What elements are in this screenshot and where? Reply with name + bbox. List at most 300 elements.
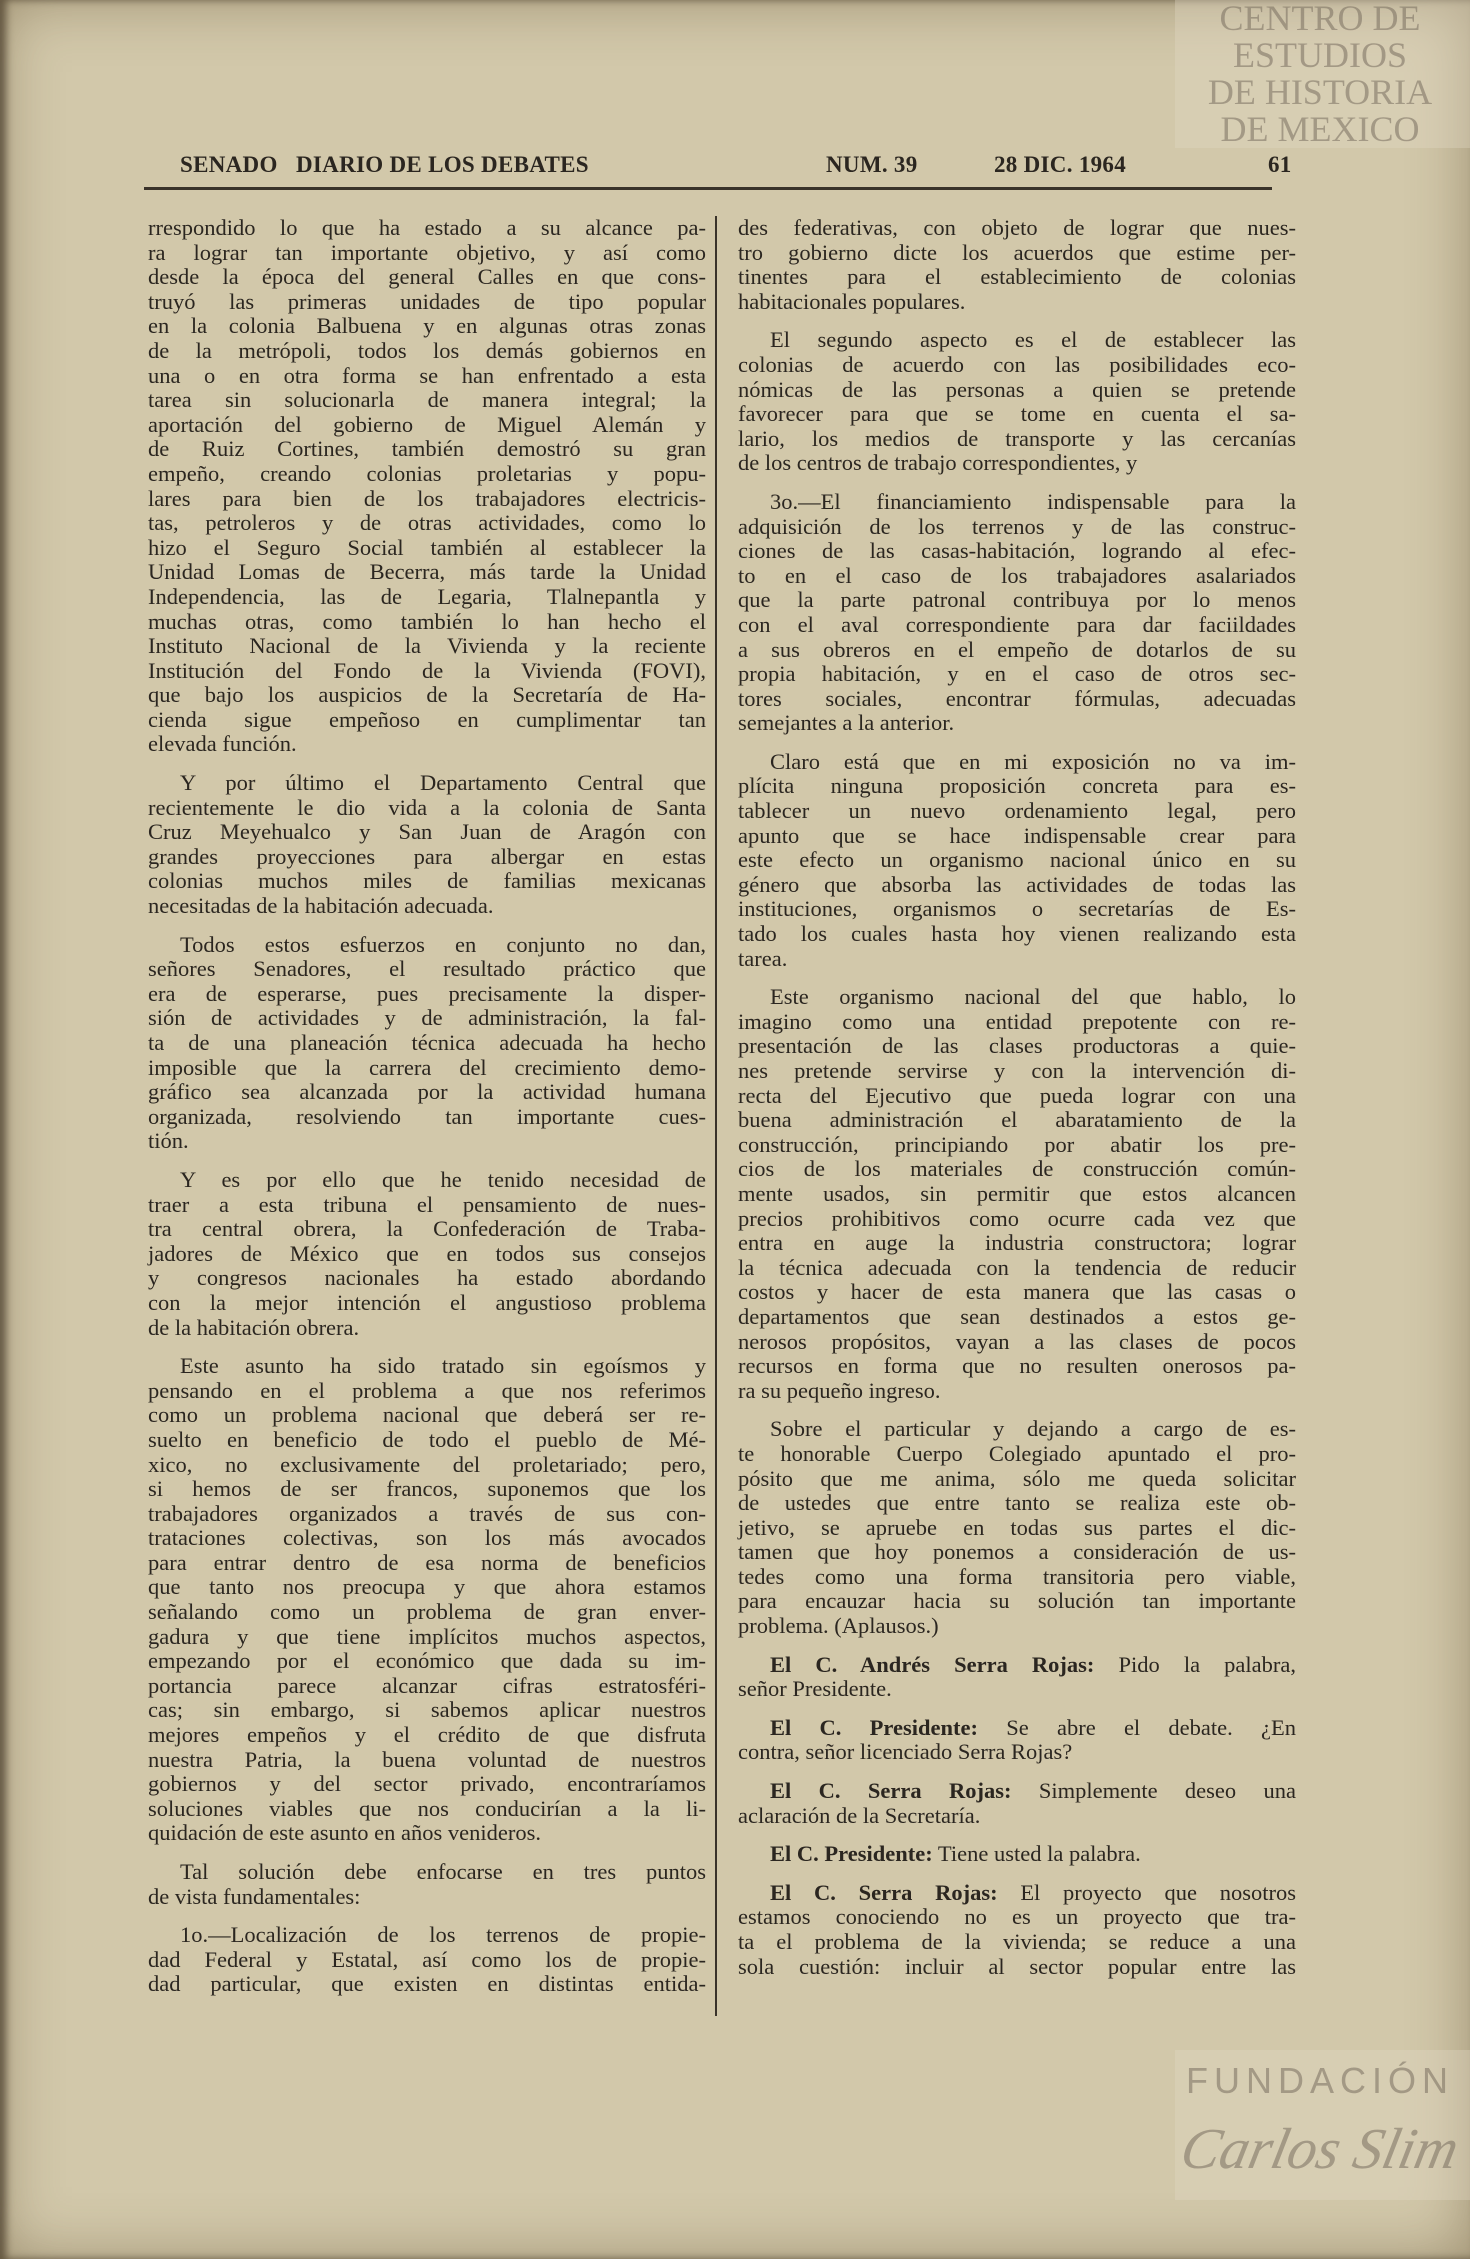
- text-line: [738, 1779, 1296, 1804]
- text-line: [148, 1354, 706, 1379]
- line-text: de los centros de trabajo correspondientes, y: [738, 450, 1138, 476]
- paragraph: [738, 750, 1296, 971]
- text-line: [738, 922, 1296, 947]
- text-line: [148, 1723, 706, 1748]
- text-line: [148, 796, 706, 821]
- text-line: [148, 1885, 706, 1910]
- line-text: cas; sin embargo, si sabemos aplicar nuestros: [148, 1697, 706, 1723]
- line-text: empezando por el económico que dada su im-: [148, 1648, 706, 1674]
- text-line: [738, 638, 1296, 663]
- line-text: mente usados, sin permitir que estos alcancen: [738, 1180, 1296, 1206]
- line-text: Claro está que en mi exposición no va im-: [770, 748, 1296, 774]
- text-line: [148, 1453, 706, 1478]
- line-text: jetivo, se apruebe en todas sus partes el dic-: [738, 1514, 1296, 1540]
- line-text: Tal solución debe enfocarse en tres puntos: [180, 1859, 706, 1884]
- line-text: Tiene usted la palabra.: [937, 1841, 1141, 1867]
- text-line: [738, 328, 1296, 353]
- line-text: precios prohibitivos como ocurre cada vez que: [738, 1205, 1296, 1231]
- text-line: [148, 1772, 706, 1797]
- line-text: estamos conociendo no es un proyecto que tra-: [738, 1904, 1296, 1930]
- text-line: [738, 451, 1296, 476]
- text-line: [738, 1379, 1296, 1404]
- line-text: Unidad Lomas de Becerra, más tarde la Unidad: [148, 559, 706, 585]
- line-text: ra su pequeño ingreso.: [738, 1377, 941, 1403]
- text-line: [148, 1948, 706, 1973]
- text-line: [148, 732, 706, 757]
- line-text: gobiernos y del sector privado, encontraríamos: [148, 1771, 706, 1797]
- text-line: [738, 947, 1296, 972]
- line-text: trataciones colectivas, son los más avocados: [148, 1525, 706, 1551]
- watermark-logo: [1175, 0, 1465, 148]
- line-text: Este organismo nacional del que hablo, lo: [770, 984, 1296, 1010]
- text-line: [738, 353, 1296, 378]
- text-line: [148, 933, 706, 958]
- line-text: Y es por ello que he tenido necesidad de: [180, 1166, 706, 1192]
- header-rule: [144, 187, 1272, 190]
- line-text: jadores de México que en todos sus consejos: [148, 1240, 706, 1266]
- line-text: Este asunto ha sido tratado sin egoísmos y: [180, 1353, 706, 1379]
- text-line: [738, 1930, 1296, 1955]
- line-text: colonias muchos miles de familias mexicanas: [148, 868, 706, 894]
- line-text: señalando como un problema de gran enver-: [148, 1599, 706, 1625]
- line-text: construcción, principiando por abatir los pre-: [738, 1131, 1296, 1157]
- line-text: te honorable Cuerpo Colegiado apuntado el pro-: [738, 1440, 1296, 1466]
- line-text: ciones de las casas-habitación, logrando al efec-: [738, 538, 1296, 564]
- line-text: Se abre el debate. ¿En: [1006, 1714, 1297, 1740]
- header-section: SENADO: [180, 152, 278, 177]
- watermark-signature: Carlos Slim: [1175, 2116, 1465, 2181]
- text-line: [148, 1403, 706, 1428]
- text-line: [738, 613, 1296, 638]
- line-text: favorecer para que se tome en cuenta el sa-: [738, 401, 1296, 427]
- paragraph: [148, 1860, 706, 1909]
- line-text: tinentes para el establecimiento de colonias: [738, 264, 1296, 290]
- line-text: Simplemente deseo una: [1038, 1778, 1297, 1804]
- text-line: [148, 1379, 706, 1404]
- line-text: cios de los materiales de construcción común-: [738, 1156, 1296, 1182]
- line-text: organizada, resolviendo tan importante cues-: [148, 1103, 706, 1129]
- line-text: desde la época del general Calles en que cons-: [148, 264, 706, 290]
- text-line: [148, 1972, 706, 1997]
- line-text: problema. (Aplausos.): [738, 1613, 939, 1639]
- line-text: Sobre el particular y dejando a cargo de es-: [770, 1416, 1296, 1442]
- paragraph: [738, 216, 1296, 314]
- paragraph: [148, 771, 706, 919]
- speaker-name: El C. Presidente:: [770, 1841, 933, 1867]
- speaker-paragraph: [738, 1779, 1296, 1828]
- text-line: [738, 427, 1296, 452]
- header-publication: DIARIO DE LOS DEBATES: [296, 152, 589, 177]
- text-line: [738, 1182, 1296, 1207]
- line-text: ra lograr tan importante objetivo, y así como: [148, 239, 706, 265]
- text-line: [738, 873, 1296, 898]
- line-text: con el aval correspondiente para dar faciildades: [738, 611, 1296, 637]
- text-line: [738, 515, 1296, 540]
- text-line: [738, 1716, 1296, 1741]
- line-text: para entrar dentro de esa norma de beneficios: [148, 1549, 706, 1575]
- line-text: tablecer un nuevo ordenamiento legal, pero: [738, 798, 1296, 824]
- paragraph: [148, 216, 706, 757]
- line-text: tro gobierno dicte los acuerdos que estime per-: [738, 239, 1296, 265]
- line-text: tra central obrera, la Confederación de Traba-: [148, 1216, 706, 1242]
- paragraph: [738, 490, 1296, 736]
- line-text: tores sociales, encontrar fórmulas, adecuadas: [738, 685, 1296, 711]
- line-text: dad particular, que existen en distintas entida-: [148, 1971, 706, 1997]
- text-line: [148, 585, 706, 610]
- text-line: [148, 437, 706, 462]
- text-line: [738, 1467, 1296, 1492]
- line-text: tarea.: [738, 945, 788, 971]
- line-text: tedes como una forma transitoria pero viable,: [738, 1563, 1296, 1589]
- watermark-line: DE MEXICO: [1220, 109, 1420, 149]
- watermark-line: CENTRO DE: [1219, 0, 1421, 38]
- text-line: [148, 957, 706, 982]
- text-line: [738, 1740, 1296, 1765]
- speaker-paragraph: [738, 1842, 1296, 1867]
- text-line: [148, 1748, 706, 1773]
- text-line: [148, 511, 706, 536]
- line-text: de la habitación obrera.: [148, 1314, 360, 1340]
- line-text: buena administración el abaratamiento de la: [738, 1107, 1296, 1133]
- text-line: [148, 1821, 706, 1846]
- line-text: de ustedes que entre tanto se realiza este ob-: [738, 1490, 1296, 1516]
- line-text: nes pretende servirse y con la intervención di-: [738, 1058, 1296, 1083]
- text-line: [738, 1207, 1296, 1232]
- line-text: señor Presidente.: [738, 1676, 892, 1702]
- line-text: tión.: [148, 1128, 189, 1154]
- line-text: necesitadas de la habitación adecuada.: [148, 893, 494, 919]
- text-line: [148, 364, 706, 389]
- line-text: tamen que hoy ponemos a consideración de us-: [738, 1539, 1296, 1565]
- line-text: habitacionales populares.: [738, 288, 966, 314]
- text-line: [738, 1084, 1296, 1109]
- text-line: [148, 1428, 706, 1453]
- line-text: empeño, creando colonias proletarias y popu-: [148, 460, 706, 486]
- line-text: 3o.—El financiamiento indispensable para la: [770, 488, 1296, 514]
- line-text: nerosos propósitos, vayan a las clases de pocos: [738, 1328, 1296, 1354]
- text-line: [738, 1157, 1296, 1182]
- paragraph: [738, 1417, 1296, 1638]
- text-line: [148, 462, 706, 487]
- line-text: gráfico sea alcanzada por la actividad humana: [148, 1079, 706, 1105]
- text-line: [738, 564, 1296, 589]
- line-text: costos y hacer de esta manera que las casas o: [738, 1279, 1296, 1305]
- line-text: suelto en beneficio de todo el pueblo de Mé-: [148, 1426, 706, 1452]
- header-date: 28 DIC. 1964: [994, 152, 1127, 177]
- text-column-right: [738, 216, 1296, 1993]
- line-text: sión de actividades y de administración, la fal-: [148, 1005, 706, 1031]
- line-text: tado los cuales hasta hoy vienen realizando esta: [738, 921, 1296, 947]
- text-line: [148, 1575, 706, 1600]
- line-text: nómicas de las personas a quien se pretende: [738, 376, 1296, 402]
- line-text: género que absorba las actividades de todas las: [738, 871, 1296, 897]
- line-text: El segundo aspecto es el de establecer las: [770, 327, 1296, 353]
- text-line: [738, 1010, 1296, 1035]
- line-text: Pido la palabra,: [1118, 1651, 1296, 1677]
- speaker-paragraph: [738, 1716, 1296, 1765]
- column-divider: [715, 216, 717, 2016]
- line-text: dad Federal y Estatal, así como los de propie-: [148, 1946, 706, 1972]
- line-text: 1o.—Localización de los terrenos de propie-: [180, 1922, 706, 1948]
- line-text: imposible que la carrera del crecimiento demo-: [148, 1054, 706, 1080]
- text-line: [148, 1698, 706, 1723]
- line-text: aclaración de la Secretaría.: [738, 1802, 981, 1828]
- line-text: era de esperarse, pues precisamente la disper-: [148, 980, 706, 1006]
- text-line: [148, 1056, 706, 1081]
- speaker-name: El C. Serra Rojas:: [770, 1778, 1012, 1804]
- text-line: [738, 1491, 1296, 1516]
- line-text: Cruz Meyehualco y San Juan de Aragón con: [148, 819, 706, 845]
- text-line: [738, 1565, 1296, 1590]
- text-line: [738, 1034, 1296, 1059]
- text-line: [738, 1059, 1296, 1084]
- line-text: pensando en el problema a que nos referimos: [148, 1377, 706, 1403]
- text-line: [148, 869, 706, 894]
- watermark-foundation: FUNDACIÓN: [1186, 2060, 1454, 2101]
- text-line: [148, 413, 706, 438]
- text-line: [148, 1031, 706, 1056]
- page-number: 61: [1268, 152, 1292, 177]
- line-text: una o en otra forma se han enfrentado a esta: [148, 362, 706, 388]
- speaker-paragraph: [738, 1653, 1296, 1702]
- line-text: ta el problema de la vivienda; se reduce a una: [738, 1929, 1296, 1954]
- text-line: [738, 799, 1296, 824]
- text-line: [738, 1881, 1296, 1906]
- speaker-paragraph: [738, 1881, 1296, 1979]
- text-line: [738, 241, 1296, 266]
- text-line: [148, 708, 706, 733]
- text-line: [148, 1526, 706, 1551]
- text-line: [148, 241, 706, 266]
- text-line: [148, 1129, 706, 1154]
- text-line: [738, 1133, 1296, 1158]
- text-line: [148, 1649, 706, 1674]
- text-line: [738, 662, 1296, 687]
- text-line: [738, 1442, 1296, 1467]
- line-text: lario, los medios de transporte y las cercanías: [738, 425, 1296, 451]
- line-text: traer a esta tribuna el pensamiento de nues-: [148, 1191, 706, 1217]
- text-line: [148, 1217, 706, 1242]
- text-line: [148, 290, 706, 315]
- text-line: [148, 388, 706, 413]
- text-line: [148, 1168, 706, 1193]
- text-line: [148, 894, 706, 919]
- line-text: portancia parece alcanzar cifras estratosféri-: [148, 1672, 706, 1698]
- line-text: des federativas, con objeto de lograr que nues-: [738, 215, 1296, 240]
- line-text: contra, señor licenciado Serra Rojas?: [738, 1739, 1073, 1765]
- line-text: de la metrópoli, todos los demás gobiernos en: [148, 337, 706, 363]
- text-line: [148, 1193, 706, 1218]
- text-line: [148, 216, 706, 241]
- text-line: [738, 824, 1296, 849]
- text-line: [148, 560, 706, 585]
- text-line: [148, 265, 706, 290]
- line-text: instituciones, organismos o secretarías de Es-: [738, 896, 1296, 922]
- text-line: [738, 1955, 1296, 1980]
- text-line: [148, 1600, 706, 1625]
- line-text: recientemente le dio vida a la colonia de Santa: [148, 794, 706, 820]
- text-line: [148, 1923, 706, 1948]
- line-text: apunto que se hace indispensable crear para: [738, 822, 1296, 848]
- text-line: [738, 1653, 1296, 1678]
- speaker-name: El C. Andrés Serra Rojas:: [770, 1651, 1095, 1677]
- text-line: [738, 1108, 1296, 1133]
- line-text: adquisición de los terrenos y de las construc-: [738, 513, 1296, 539]
- text-line: [738, 1614, 1296, 1639]
- paragraph: [148, 1354, 706, 1846]
- header-number: NUM. 39: [826, 152, 918, 177]
- text-line: [738, 750, 1296, 775]
- line-text: semejantes a la anterior.: [738, 710, 955, 736]
- text-line: [738, 378, 1296, 403]
- line-text: Instituto Nacional de la Vivienda y la reciente: [148, 633, 706, 659]
- text-line: [738, 774, 1296, 799]
- line-text: ta de una planeación técnica adecuada ha hecho: [148, 1030, 706, 1055]
- text-line: [148, 1860, 706, 1885]
- text-line: [148, 1266, 706, 1291]
- text-line: [738, 1804, 1296, 1829]
- text-line: [738, 490, 1296, 515]
- line-text: de vista fundamentales:: [148, 1883, 361, 1909]
- text-line: [148, 1797, 706, 1822]
- line-text: señores Senadores, el resultado práctico que: [148, 956, 706, 982]
- text-line: [738, 1540, 1296, 1565]
- line-text: como un problema nacional que deberá ser re-: [148, 1402, 706, 1428]
- text-line: [738, 1905, 1296, 1930]
- text-line: [738, 985, 1296, 1010]
- line-text: quidación de este asunto en años venideros.: [148, 1820, 542, 1846]
- line-text: trabajadores organizados a través de sus con-: [148, 1500, 706, 1526]
- text-line: [148, 1080, 706, 1105]
- text-line: [148, 634, 706, 659]
- line-text: lares para bien de los trabajadores electricis-: [148, 485, 706, 511]
- speaker-name: El C. Serra Rojas:: [770, 1879, 998, 1905]
- line-text: muchas otras, como también lo han hecho el: [148, 608, 706, 634]
- text-line: [738, 1330, 1296, 1355]
- text-line: [148, 820, 706, 845]
- paragraph: [148, 933, 706, 1154]
- line-text: Todos estos esfuerzos en conjunto no dan,: [180, 931, 706, 957]
- text-line: [738, 897, 1296, 922]
- text-line: [148, 1006, 706, 1031]
- watermark-line: ESTUDIOS: [1232, 35, 1407, 75]
- line-text: colonias de acuerdo con las posibilidades eco-: [738, 351, 1296, 377]
- line-text: la técnica adecuada con la tendencia de reducir: [738, 1254, 1296, 1280]
- text-line: [738, 1305, 1296, 1330]
- text-line: [738, 1231, 1296, 1256]
- text-line: [148, 1625, 706, 1650]
- text-line: [738, 290, 1296, 315]
- text-line: [148, 1242, 706, 1267]
- text-column-left: [148, 216, 706, 2011]
- line-text: plícita ninguna proposición concreta para es-: [738, 773, 1296, 799]
- text-line: [738, 265, 1296, 290]
- line-text: este efecto un organismo nacional único en su: [738, 847, 1296, 873]
- text-line: [148, 1105, 706, 1130]
- text-line: [148, 845, 706, 870]
- line-text: mejores empeños y el crédito de que disfruta: [148, 1722, 706, 1748]
- text-line: [738, 1417, 1296, 1442]
- text-line: [148, 487, 706, 512]
- text-line: [148, 1674, 706, 1699]
- line-text: hizo el Seguro Social también al establecer la: [148, 534, 706, 560]
- line-text: sola cuestión: incluir al sector popular entre las: [738, 1953, 1296, 1979]
- text-line: [148, 982, 706, 1007]
- text-line: [738, 216, 1296, 241]
- speaker-name: El C. Presidente:: [770, 1714, 978, 1740]
- line-text: Independencia, las de Legaria, Tlalnepantla y: [148, 583, 706, 609]
- paragraph: [148, 1923, 706, 1997]
- text-line: [738, 1589, 1296, 1614]
- text-line: [148, 1316, 706, 1341]
- paragraph: [148, 1168, 706, 1340]
- text-line: [738, 848, 1296, 873]
- line-text: que bajo los auspicios de la Secretaría de Ha-: [148, 682, 706, 708]
- text-line: [738, 402, 1296, 427]
- line-text: presentación de las clases productoras a quie-: [738, 1033, 1296, 1059]
- text-line: [738, 1256, 1296, 1281]
- text-line: [738, 539, 1296, 564]
- line-text: en la colonia Balbuena y en algunas otras zonas: [148, 313, 706, 339]
- line-text: Y por último el Departamento Central que: [180, 770, 706, 796]
- paragraph: [738, 328, 1296, 476]
- line-text: con la mejor intención el angustioso problema: [148, 1289, 706, 1315]
- line-text: a sus obreros en el empeño de dotarlos de su: [738, 636, 1296, 662]
- line-text: El proyecto que nosotros: [1020, 1879, 1296, 1905]
- text-line: [148, 339, 706, 364]
- line-text: que tanto nos preocupa y que ahora estamos: [148, 1574, 706, 1600]
- text-line: [148, 314, 706, 339]
- line-text: imagino como una entidad prepotente con re-: [738, 1008, 1296, 1034]
- line-text: soluciones viables que nos conducirían a la li-: [148, 1795, 706, 1821]
- text-line: [738, 1842, 1296, 1867]
- line-text: gadura y que tiene implícitos muchos aspectos,: [148, 1623, 706, 1649]
- text-line: [148, 683, 706, 708]
- line-text: elevada función.: [148, 731, 297, 757]
- line-text: tas, petroleros y de otras actividades, como lo: [148, 510, 706, 536]
- line-text: xico, no exclusivamente del proletariado; pero,: [148, 1451, 706, 1477]
- line-text: propia habitación, y en el caso de otros sec-: [738, 661, 1296, 687]
- paragraph: [738, 985, 1296, 1403]
- line-text: si hemos de ser francos, suponemos que los: [148, 1476, 706, 1502]
- line-text: recta del Ejecutivo que pueda lograr con una: [738, 1082, 1296, 1108]
- text-line: [738, 687, 1296, 712]
- line-text: nuestra Patria, la buena voluntad de nuestros: [148, 1746, 706, 1772]
- line-text: de Ruiz Cortines, también demostró su gran: [148, 436, 706, 462]
- text-line: [738, 1677, 1296, 1702]
- text-line: [148, 1477, 706, 1502]
- line-text: to en el caso de los trabajadores asalariados: [738, 562, 1296, 588]
- text-line: [148, 1502, 706, 1527]
- text-line: [148, 659, 706, 684]
- line-text: Institución del Fondo de la Vivienda (FOVI),: [148, 657, 706, 683]
- text-line: [738, 1516, 1296, 1541]
- line-text: para encauzar hacia su solución tan importante: [738, 1588, 1296, 1614]
- line-text: truyó las primeras unidades de tipo popular: [148, 288, 706, 314]
- text-line: [148, 610, 706, 635]
- text-line: [148, 1551, 706, 1576]
- line-text: grandes proyecciones para albergar en estas: [148, 843, 706, 869]
- watermark-line: DE HISTORIA: [1207, 72, 1433, 112]
- line-text: entra en auge la industria constructora; lograr: [738, 1230, 1296, 1256]
- text-line: [738, 1354, 1296, 1379]
- text-line: [738, 711, 1296, 736]
- text-line: [738, 588, 1296, 613]
- line-text: pósito que me anima, sólo me queda solicitar: [738, 1465, 1296, 1491]
- text-line: [148, 536, 706, 561]
- line-text: departamentos que sean destinados a estos ge-: [738, 1303, 1296, 1329]
- text-line: [148, 1291, 706, 1316]
